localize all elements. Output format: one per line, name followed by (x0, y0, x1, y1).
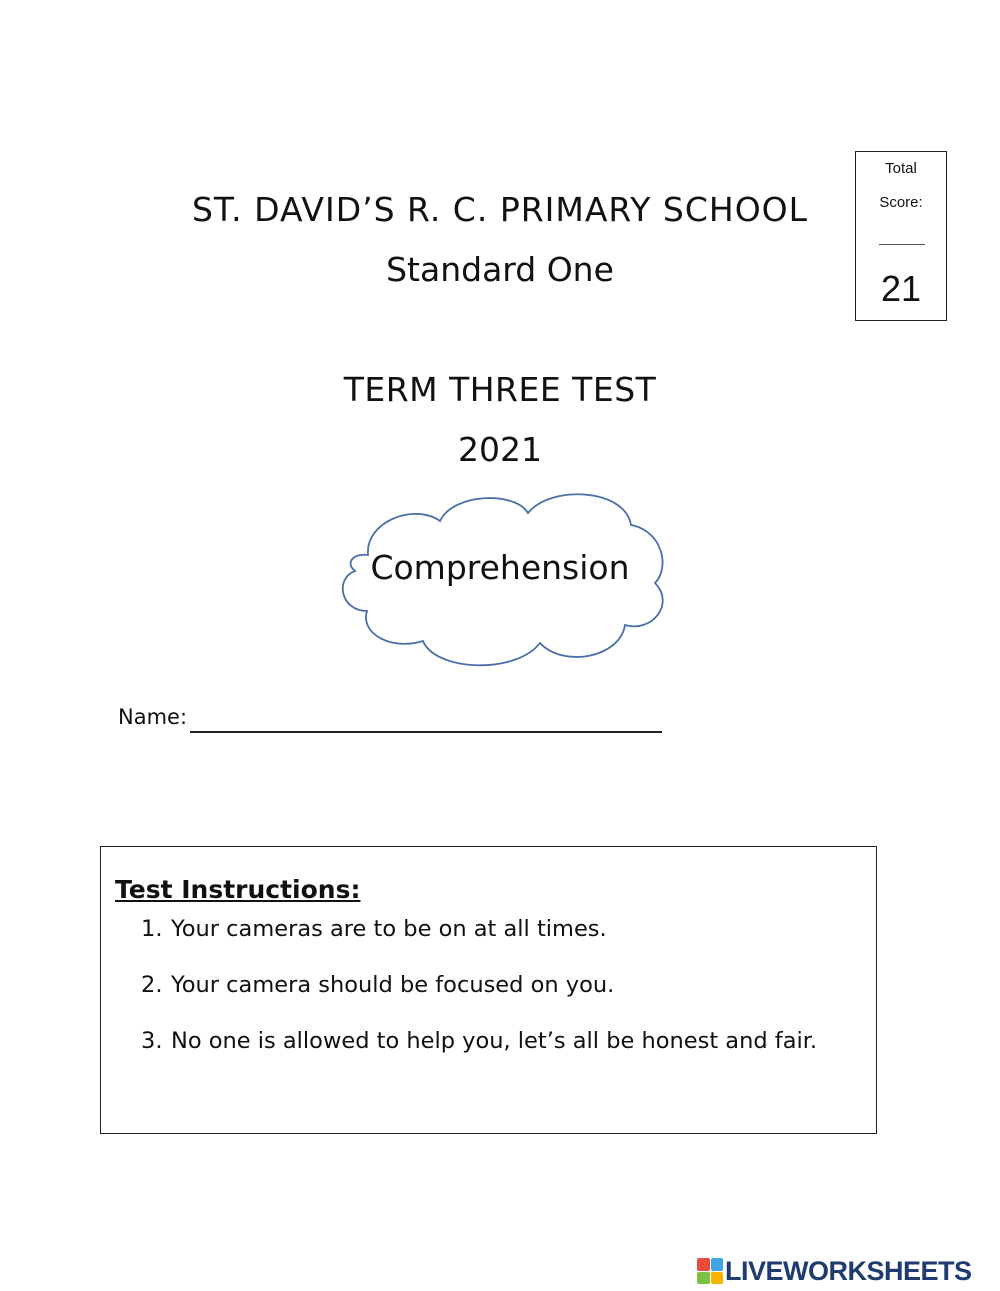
total-score-value: 21 (880, 268, 922, 309)
test-title: TERM THREE TEST (343, 370, 657, 409)
instructions-list (141, 911, 817, 1079)
brand-name: LIVEWORKSHEETS (725, 1255, 972, 1286)
instruction-text: Your camera should be focused on you. (171, 972, 615, 998)
name-label: Name: (118, 705, 188, 729)
instruction-number: 2. (141, 972, 163, 998)
instructions-title: Test Instructions: (115, 875, 361, 904)
instruction-text: No one is allowed to help you, let’s all be honest and fair. (171, 1028, 818, 1054)
school-name: ST. DAVID’S R. C. PRIMARY SCHOOL (191, 190, 809, 229)
instructions-box (100, 846, 877, 1134)
score-divider (879, 244, 925, 245)
instruction-item (141, 1023, 817, 1079)
instruction-item (141, 967, 817, 1023)
subject-title: Comprehension (370, 548, 630, 587)
instruction-text: Your cameras are to be on at all times. (171, 916, 607, 942)
instruction-item (141, 911, 817, 967)
name-input-line[interactable] (190, 731, 662, 733)
total-score-label-line1: Total (885, 160, 917, 177)
liveworksheets-logo-icon (697, 1258, 723, 1284)
grade-level: Standard One (386, 250, 614, 289)
liveworksheets-branding[interactable] (697, 1254, 972, 1288)
test-year: 2021 (458, 430, 542, 469)
instruction-number: 3. (141, 1028, 163, 1054)
total-score-box (855, 151, 947, 321)
total-score-label-line2: Score: (879, 194, 923, 211)
instruction-number: 1. (141, 916, 163, 942)
